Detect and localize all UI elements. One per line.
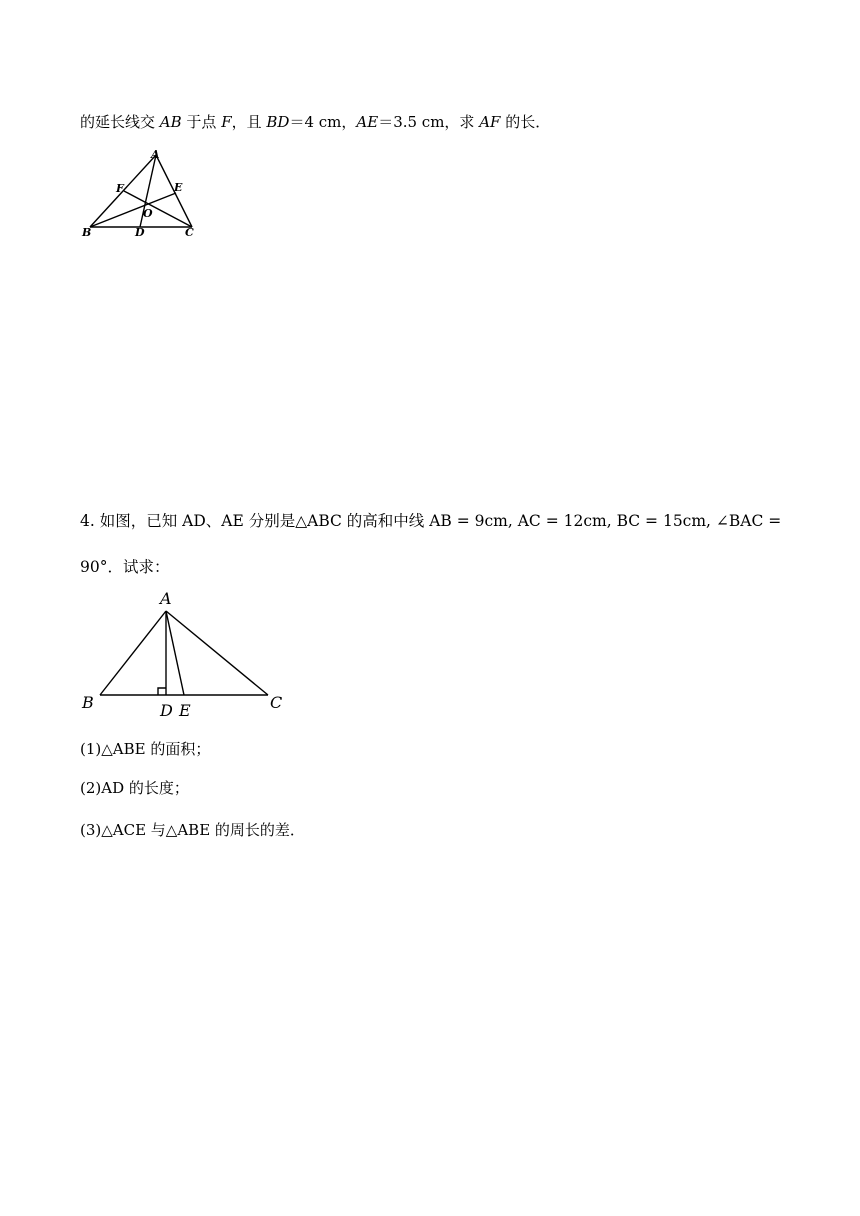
math-var: BD xyxy=(266,113,290,131)
sub-question-1: (1)△ABE 的面积； xyxy=(80,740,211,758)
problem-3-text xyxy=(80,111,550,132)
sub-question-3: (3)△ACE 与△ABE 的周长的差． xyxy=(80,821,305,839)
problem-4-line-1: 4. 如图，已知 AD、AE 分别是△ABC 的高和中线 AB = 9cm, AC = 12cm, BC = 15cm, ∠BAC = xyxy=(80,512,782,530)
math-var: F xyxy=(221,113,232,131)
text-fragment: ，且 xyxy=(231,113,267,131)
math-var: AE xyxy=(356,113,379,131)
label-A: A xyxy=(160,589,172,608)
label-F: F xyxy=(116,182,124,195)
text-fragment: 的延长线交 xyxy=(80,113,160,131)
text-fragment: 的长． xyxy=(500,113,551,131)
math-var: AF xyxy=(479,113,501,131)
text-fragment: ＝4 cm， xyxy=(289,113,357,131)
label-E: E xyxy=(174,181,183,194)
text-fragment: 于点 xyxy=(181,113,222,131)
label-D: D xyxy=(135,226,145,239)
label-C: C xyxy=(270,693,283,712)
text-fragment: ＝3.5 cm，求 xyxy=(378,113,480,131)
problem-4-line-2: 90°．试求： xyxy=(80,558,170,576)
math-var: AB xyxy=(159,113,182,131)
label-B: B xyxy=(82,226,92,239)
label-B: B xyxy=(82,693,94,712)
label-A: A xyxy=(151,148,160,161)
triangle-figure-2 xyxy=(76,586,296,720)
sub-question-2: (2)AD 的长度； xyxy=(80,779,189,797)
label-O: O xyxy=(143,207,153,220)
triangle-figure-1 xyxy=(76,144,236,244)
label-C: C xyxy=(185,226,194,239)
label-D: D xyxy=(160,701,173,720)
label-E: E xyxy=(179,701,191,720)
